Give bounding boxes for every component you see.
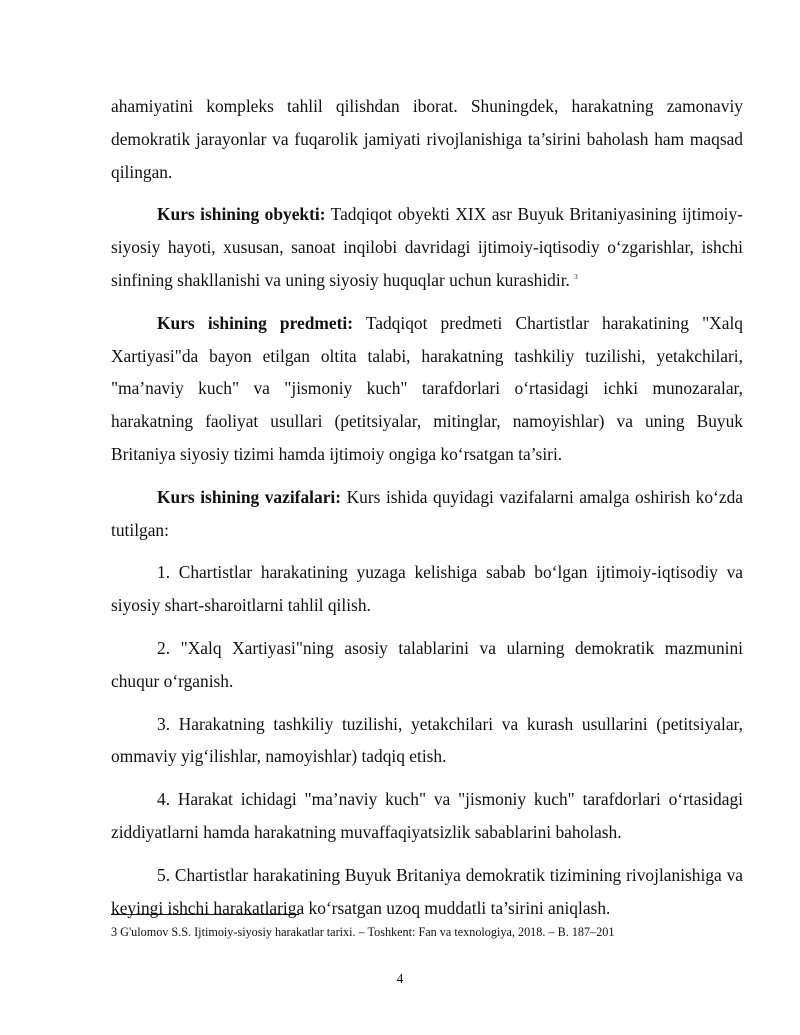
subject-text: Tadqiqot predmeti Chartistlar harakatining "Xalq Xartiyasi"da bayon etilgan oltita talabi, harakatning tashkiliy tuzilishi, yetakchilari, "ma’naviy kuch" va "jismoniy kuch" tarafdorlari o‘rtasidagi ichki munozaralar, harakatning faoliyat usullari (petitsiyalar, mitinglar, namoyishlar) va uning Buyuk Britaniya siyosiy tizimi hamda ijtimoiy ongiga ko‘rsatgan ta’siri. — [111, 312, 743, 464]
object-label: Kurs ishining obyekti: — [157, 204, 326, 225]
paragraph-continuation — [111, 90, 743, 188]
tasks-text: Kurs ishida quyidagi vazifalarni amalga oshirish ko‘zda tutilgan: — [111, 486, 743, 540]
continuation-text: ahamiyatini kompleks tahlil qilishdan iborat. Shuningdek, harakatning zamonaviy demokratik jarayonlar va fuqarolik jamiyati rivojlanishiga ta’sirini baholash ham maqsad qilingan. — [111, 96, 743, 182]
document-body — [111, 90, 743, 934]
task-item-4: 4. Harakat ichidagi "ma’naviy kuch" va "jismoniy kuch" tarafdorlari o‘rtasidagi ziddiyatlarni hamda harakatning muvaffaqiyatsizlik sabablarini baholash. — [111, 789, 743, 842]
task-item-5: 5. Chartistlar harakatining Buyuk Britaniya demokratik tizimining rivojlanishiga va keyingi ishchi harakatlariga ko‘rsatgan uzoq muddatli ta’sirini aniqlash. — [111, 864, 743, 918]
task-item-2: 2. "Xalq Xartiyasi"ning asosiy talablarini va ularning demokratik mazmunini chuqur o‘rganish. — [111, 637, 743, 691]
object-text: Tadqiqot obyekti XIX asr Buyuk Britaniyasining ijtimoiy-siyosiy hayoti, xususan, sanoat inqilobi davridagi ijtimoiy-iqtisodiy o‘zgarishlar, ishchi sinfining shakllanishi va uning siyosiy huquqlar uchun kurashidir. — [111, 204, 743, 290]
footnote-reference: 3 — [574, 273, 578, 282]
paragraph-tasks — [111, 481, 743, 547]
paragraph-object — [111, 198, 743, 296]
task-item-1: 1. Chartistlar harakatining yuzaga kelishiga sabab bo‘lgan ijtimoiy-iqtisodiy va siyosiy shart-sharoitlarni tahlil qilish. — [111, 562, 743, 616]
paragraph-subject — [111, 307, 743, 471]
page-number: 4 — [396, 971, 404, 986]
footnote: 3 G'ulomov S.S. Ijtimoiy-siyosiy harakatlar tarixi. – Toshkent: Fan va texnologiya, 2018. – B. 187–201 — [111, 925, 615, 939]
tasks-label: Kurs ishining vazifalari: — [157, 486, 342, 507]
footnote-separator — [111, 914, 299, 915]
subject-label: Kurs ishining predmeti: — [157, 312, 354, 333]
task-item-3: 3. Harakatning tashkiliy tuzilishi, yetakchilari va kurash usullarini (petitsiyalar, ommaviy yig‘ilishlar, namoyishlar) tadqiq etish. — [111, 713, 743, 767]
